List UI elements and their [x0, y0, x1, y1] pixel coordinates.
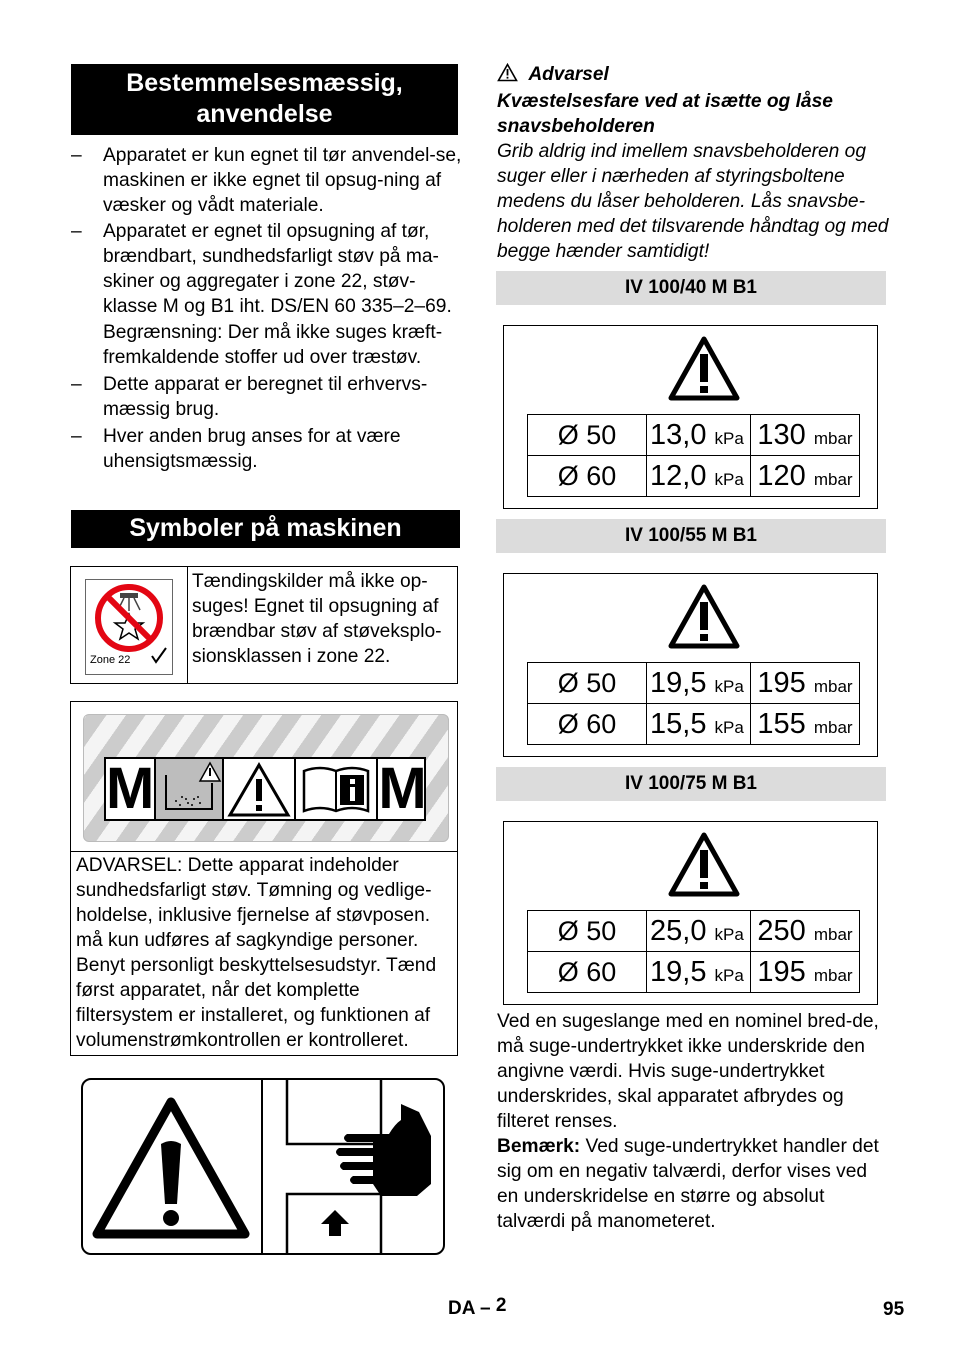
ignition-description: Tændingskilder må ikke op-suges! Egnet til opsugning af brændbar støv af støveksplo-sionsklassen i zone 22.	[192, 571, 442, 667]
model-heading: IV 100/75 M B1	[496, 767, 886, 801]
m-letter-left: M	[106, 756, 155, 821]
warning-label: Advarsel	[528, 64, 609, 85]
dust-class-strip	[104, 757, 426, 821]
symbol-box-dust-class	[70, 701, 458, 1056]
table-row	[528, 911, 860, 952]
mbar-cell: 195 mbar	[751, 952, 860, 993]
large-warning-icon	[91, 1094, 257, 1247]
mbar-cell: 250 mbar	[751, 911, 860, 952]
hazard-stripe-label	[83, 714, 449, 842]
mbar-cell: 120 mbar	[751, 456, 860, 497]
model-heading: IV 100/40 M B1	[496, 271, 886, 305]
table-row	[528, 952, 860, 993]
list-item: – Hver anden brug anses for at være uhensigtsmæssig.	[71, 426, 401, 472]
list-item: – Apparatet er kun egnet til tør anvendel-se, maskinen er ikke egnet til opsug-ning af væsker og vådt materiale.	[71, 145, 462, 216]
dust-warning-text: ADVARSEL: Dette apparat indeholder sundhedsfarligt støv. Tømning og vedlige-holdelse, inklusive fjernelse af støvposen. må kun udføres af sagkyndige personer. Benyt personligt beskyttelsesudstyr. Tænd først apparatet, når det komplette filtersystem er installeret, og funktionen af volumenstrømkontrollen er kontrolleret.	[76, 855, 437, 1051]
kpa-cell: 19,5 kPa	[647, 663, 751, 704]
dust-bin-icon	[156, 759, 224, 819]
list-item: – Dette apparat er beregnet til erhvervs-mæssig brug.	[71, 374, 428, 420]
warning-title: Kvæstelsesfare ved at isætte og låse snavsbeholderen	[497, 91, 833, 137]
table-row	[528, 415, 860, 456]
vacuum-paragraph: Ved en sugeslange med en nominel bred-de, må suge-undertrykket ikke underskride den angivne værdi. Hvis suge-undertrykket underskrides, skal apparatet afbrydes og filteret renses.	[497, 1011, 879, 1132]
no-ignition-sign	[85, 579, 173, 675]
divider	[261, 1080, 263, 1255]
vacuum-label-box	[503, 325, 878, 509]
kpa-cell: 13,0 kPa	[647, 415, 751, 456]
diameter-cell: Ø 50	[528, 663, 647, 704]
warning-triangle-icon	[666, 830, 742, 898]
diameter-cell: Ø 60	[528, 704, 647, 745]
warning-body: Grib aldrig ind imellem snavsbeholderen og suger eller i nærheden af styringsboltene medens du låser beholderen. Lås snavsbe-holderen med det tilsvarende håndtag og med begge hænder samtidigt!	[497, 141, 889, 262]
vacuum-label-box	[503, 573, 878, 757]
vacuum-table	[527, 414, 860, 497]
divider	[71, 851, 457, 852]
kpa-cell: 12,0 kPa	[647, 456, 751, 497]
mbar-cell: 195 mbar	[751, 663, 860, 704]
hand-pinch-icon	[269, 1080, 439, 1255]
restriction-note: Begrænsning: Der må ikke suges kræft-fremkaldende stoffer ud over træstøv.	[103, 322, 443, 368]
table-row	[528, 456, 860, 497]
diameter-cell: Ø 50	[528, 911, 647, 952]
footer-section-ref	[448, 1295, 507, 1320]
vacuum-table	[527, 662, 860, 745]
warning-small-icon	[497, 63, 518, 87]
note-paragraph	[497, 1134, 889, 1234]
mbar-cell: 130 mbar	[751, 415, 860, 456]
diameter-cell: Ø 50	[528, 415, 647, 456]
note-text: Ved suge-undertrykket handler det sig om en negativ talværdi, derfor vises ved en underskridelse en større og absolut talværdi på manometeret.	[497, 1136, 879, 1232]
warning-triangle-icon	[224, 759, 296, 819]
note-label: Bemærk:	[497, 1136, 581, 1157]
table-row	[528, 663, 860, 704]
diameter-cell: Ø 60	[528, 456, 647, 497]
model-heading: IV 100/55 M B1	[496, 519, 886, 553]
diameter-cell: Ø 60	[528, 952, 647, 993]
symbol-box-ignition	[70, 566, 458, 684]
zone-label: Zone 22	[90, 654, 131, 666]
warning-triangle-icon	[666, 582, 742, 650]
kpa-cell: 15,5 kPa	[647, 704, 751, 745]
footer-lang: DA	[448, 1298, 475, 1319]
footer-section-no: 2	[495, 1295, 507, 1316]
pinch-warning-label	[81, 1078, 445, 1255]
kpa-cell: 25,0 kPa	[647, 911, 751, 952]
kpa-cell: 19,5 kPa	[647, 952, 751, 993]
vacuum-table	[527, 910, 860, 993]
vacuum-label-box	[503, 821, 878, 1005]
mbar-cell: 155 mbar	[751, 704, 860, 745]
warning-heading	[497, 63, 887, 87]
section-title-intended-use: Bestemmelsesmæssig, anvendelse	[71, 64, 458, 135]
read-manual-icon	[296, 759, 378, 819]
page-number: 95	[883, 1299, 905, 1320]
list-item: – Apparatet er egnet til opsugning af tør, brændbart, sundhedsfarligt støv på ma-skiner og aggregater i zone 22, støv-klasse M og B1 iht. DS/EN 60 335–2–69. Begrænsning: Der må ikke suges kræft-fremkaldende stoffer ud over træstøv.	[71, 219, 466, 370]
bullet-list	[71, 143, 466, 474]
m-letter-right: M	[378, 756, 427, 821]
section-title-symbols: Symboler på maskinen	[71, 510, 460, 548]
warning-triangle-icon	[666, 334, 742, 402]
footer-sep: –	[480, 1298, 491, 1319]
table-row	[528, 704, 860, 745]
